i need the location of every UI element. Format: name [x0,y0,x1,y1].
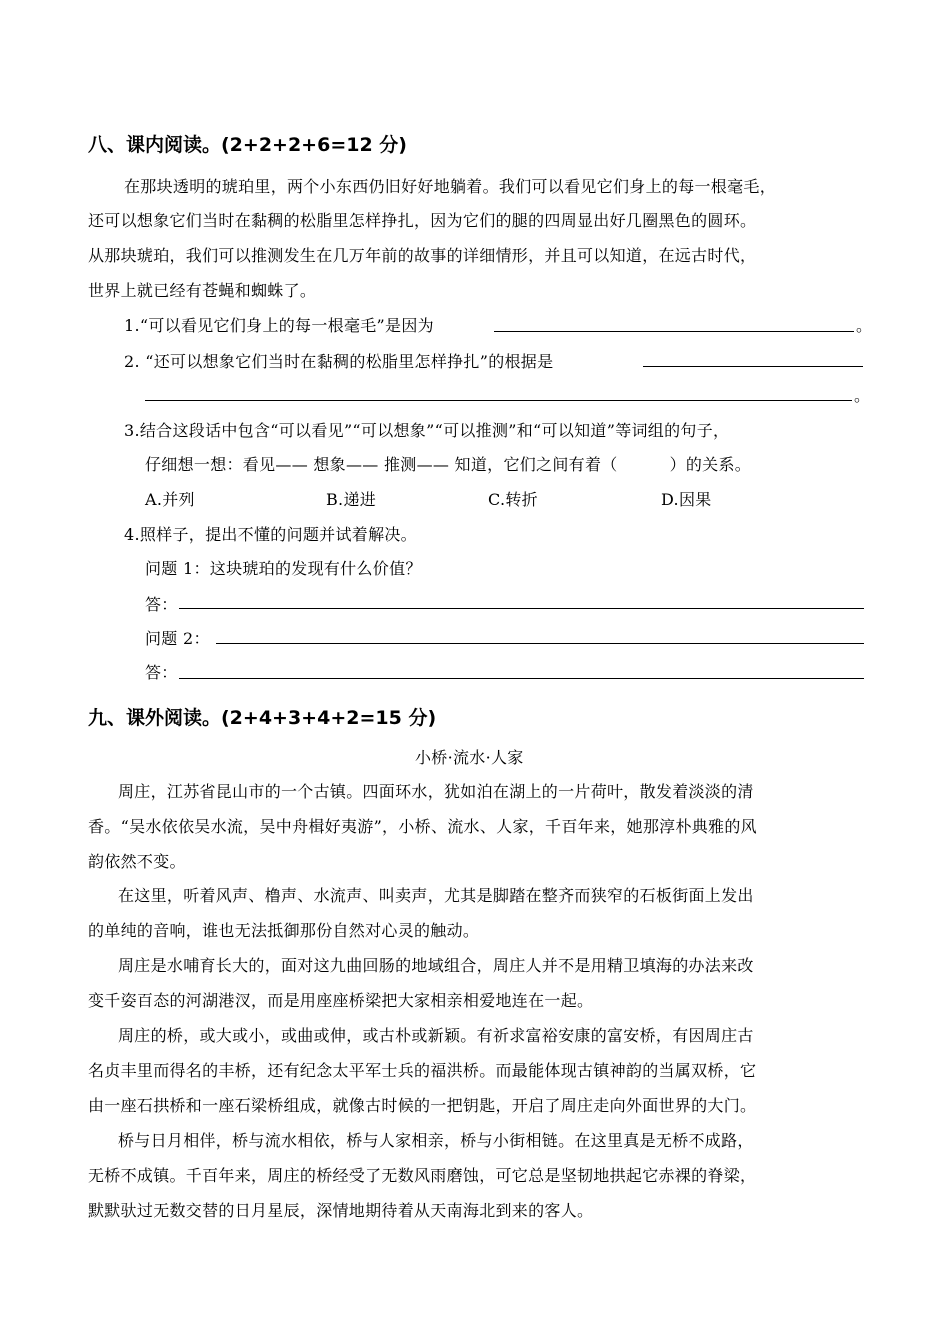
question-3-line-1: 3.结合这段话中包含“可以看见”“可以想象”“可以推测”和“可以知道”等词组的句子， [124,421,730,440]
article-line-7: 变千姿百态的河湖港汊，而是用座座桥梁把大家相亲相爱地连在一起。 [88,991,594,1010]
article-line-9: 名贞丰里而得名的丰桥，还有纪念太平军士兵的福洪桥。而最能体现古镇神韵的当属双桥，它 [88,1061,757,1080]
article-line-5: 的单纯的音响，谁也无法抵御那份自然对心灵的触动。 [88,921,480,940]
passage-line-1: 在那块透明的琥珀里，两个小东西仍旧好好地躺着。我们可以看见它们身上的每一根毫毛， [124,177,777,196]
section-8-title: 八、课内阅读。(2+2+2+6=12 分) [88,134,407,156]
article-title: 小桥·流水·人家 [415,748,524,767]
option-d[interactable]: D.因果 [661,490,712,509]
answer-label-2: 答： [145,663,178,682]
option-b[interactable]: B.递进 [326,490,377,509]
article-line-13: 默默驮过无数交替的日月星辰，深情地期待着从天南海北到来的客人。 [88,1201,594,1220]
article-line-12: 无桥不成镇。千百年来，周庄的桥经受了无数风雨磨蚀，可它总是坚韧地拱起它赤裸的脊梁， [88,1166,757,1185]
article-line-3: 韵依然不变。 [88,852,186,871]
option-a[interactable]: A.并列 [145,490,195,509]
question-1-end: 。 [856,316,873,335]
answer-line-2[interactable] [179,678,864,679]
question-4-text: 4.照样子，提出不懂的问题并试着解决。 [124,525,417,544]
question-1-answer-line[interactable] [494,331,854,332]
passage-line-3: 从那块琥珀，我们可以推测发生在几万年前的故事的详细情形，并且可以知道，在远古时代， [88,246,757,265]
article-line-1: 周庄，江苏省昆山市的一个古镇。四面环水，犹如泊在湖上的一片荷叶，散发着淡淡的清 [118,782,754,801]
question-3-prompt-end: ）的关系。 [669,455,752,474]
question-2-answer-line-1[interactable] [643,366,863,367]
question-2-end: 。 [854,386,871,405]
question-1-text: 1.“可以看见它们身上的每一根毫毛”是因为 [124,316,434,335]
answer-label-1: 答： [145,595,178,614]
article-line-6: 周庄是水哺育长大的，面对这九曲回肠的地域组合，周庄人并不是用精卫填海的办法来改 [118,956,754,975]
article-line-10: 由一座石拱桥和一座石梁桥组成，就像古时候的一把钥匙，开启了周庄走向外面世界的大门。 [88,1096,757,1115]
section-9-title: 九、课外阅读。(2+4+3+4+2=15 分) [88,707,437,729]
option-c[interactable]: C.转折 [488,490,538,509]
question-3-prompt: 仔细想一想：看见—— 想象—— 推测—— 知道，它们之间有着（ [145,455,618,474]
question-3-line-2 [145,452,751,475]
question-4-example-question: 问题 1：这块琥珀的发现有什么价值？ [145,559,422,578]
article-line-2: 香。“吴水依依吴水流，吴中舟楫好夷游”，小桥、流水、人家，千百年来，她那淳朴典雅的风 [88,817,757,836]
question-2-text: 2. “还可以想象它们当时在黏稠的松脂里怎样挣扎”的根据是 [124,352,554,371]
question-2-line[interactable] [216,643,864,644]
answer-line-1[interactable] [179,608,864,609]
question-2-answer-line-2[interactable] [145,400,852,401]
passage-line-4: 世界上就已经有苍蝇和蜘蛛了。 [88,281,317,300]
question-2-label: 问题 2： [145,629,210,648]
article-line-4: 在这里，听着风声、橹声、水流声、叫卖声，尤其是脚踏在整齐而狭窄的石板街面上发出 [118,886,754,905]
passage-line-2: 还可以想象它们当时在黏稠的松脂里怎样挣扎，因为它们的腿的四周显出好几圈黑色的圆环。 [88,211,757,230]
article-line-8: 周庄的桥，或大或小，或曲或伸，或古朴或新颖。有祈求富裕安康的富安桥，有因周庄古 [118,1026,754,1045]
article-line-11: 桥与日月相伴，桥与流水相依，桥与人家相亲，桥与小街相链。在这里真是无桥不成路， [118,1131,754,1150]
